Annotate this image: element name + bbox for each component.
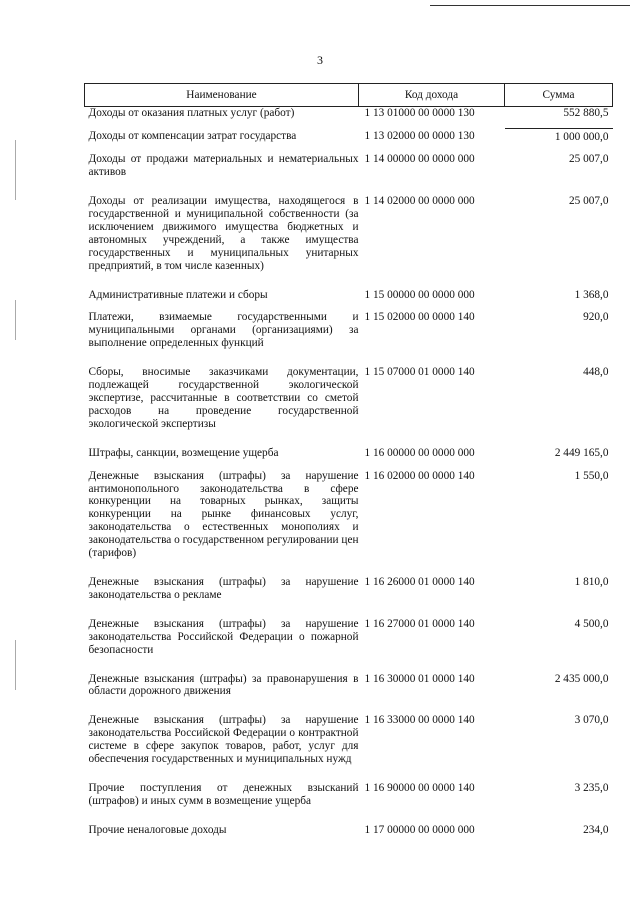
header-name: Наименование bbox=[85, 84, 359, 107]
row-name: Штрафы, санкции, возмещение ущерба bbox=[88, 446, 279, 459]
row-sum: 2 435 000,0 bbox=[554, 672, 609, 685]
row-code: 1 13 02000 00 0000 130 bbox=[364, 130, 475, 143]
row-name: Административные платежи и сборы bbox=[88, 288, 268, 301]
row-sum: 920,0 bbox=[583, 311, 609, 324]
scan-edge-mark bbox=[15, 300, 16, 340]
table-row bbox=[85, 309, 613, 364]
row-name: Денежные взыскания (штрафы) за правонарушения в области дорожного движения bbox=[88, 672, 359, 698]
table-row bbox=[85, 107, 613, 129]
table-header bbox=[85, 84, 613, 107]
row-name: Доходы от продажи материальных и нематериальных активов bbox=[88, 153, 359, 179]
table-row bbox=[85, 468, 613, 574]
row-sum: 1 810,0 bbox=[574, 575, 609, 588]
row-name: Доходы от оказания платных услуг (работ) bbox=[88, 107, 295, 119]
row-code: 1 16 02000 00 0000 140 bbox=[364, 469, 475, 482]
table-row bbox=[85, 780, 613, 822]
row-name: Платежи, взимаемые государственными и муниципальными органами (организациями) за выполнение определенных функций bbox=[88, 311, 359, 350]
row-sum: 25 007,0 bbox=[568, 195, 609, 208]
row-sum: 1 000 000,0 bbox=[554, 130, 609, 143]
row-code: 1 13 01000 00 0000 130 bbox=[364, 107, 475, 119]
row-name: Денежные взыскания (штрафы) за нарушение законодательства о рекламе bbox=[88, 575, 359, 601]
table-row bbox=[85, 671, 613, 713]
row-sum: 552 880,5 bbox=[505, 107, 613, 129]
row-sum: 4 500,0 bbox=[574, 617, 609, 630]
table-row bbox=[85, 445, 613, 468]
row-code: 1 16 33000 00 0000 140 bbox=[364, 714, 475, 727]
table-row bbox=[85, 822, 613, 851]
row-sum: 3 070,0 bbox=[574, 714, 609, 727]
row-name: Сборы, вносимые заказчиками документации, подлежащей государственной экологической экспертизе, рассчитанные в соответствии со сметой расходов на проведение государственной экологической экспертизы bbox=[88, 366, 359, 430]
top-rule bbox=[430, 5, 630, 6]
page-number: 3 bbox=[317, 53, 323, 67]
row-name: Прочие неналоговые доходы bbox=[88, 823, 227, 836]
table-row bbox=[85, 712, 613, 780]
table-row bbox=[85, 616, 613, 671]
revenue-table bbox=[84, 83, 613, 851]
row-code: 1 15 07000 01 0000 140 bbox=[364, 366, 475, 379]
table-row bbox=[85, 364, 613, 445]
header-sum: Сумма bbox=[505, 84, 613, 107]
row-sum: 2 449 165,0 bbox=[554, 446, 609, 459]
row-sum: 1 550,0 bbox=[574, 469, 609, 482]
row-sum: 25 007,0 bbox=[568, 153, 609, 166]
table-row bbox=[85, 128, 613, 151]
row-code: 1 15 02000 00 0000 140 bbox=[364, 311, 475, 324]
row-name: Прочие поступления от денежных взысканий (штрафов) и иных сумм в возмещение ущерба bbox=[88, 781, 359, 807]
table-row bbox=[85, 287, 613, 310]
row-code: 1 16 26000 01 0000 140 bbox=[364, 575, 475, 588]
row-code: 1 16 27000 01 0000 140 bbox=[364, 617, 475, 630]
row-code: 1 17 00000 00 0000 000 bbox=[364, 823, 475, 836]
row-code: 1 14 02000 00 0000 000 bbox=[364, 195, 475, 208]
row-sum: 234,0 bbox=[583, 823, 609, 836]
header-code: Код дохода bbox=[359, 84, 505, 107]
table-row bbox=[85, 574, 613, 616]
scan-edge-mark bbox=[15, 140, 16, 200]
row-sum: 3 235,0 bbox=[574, 781, 609, 794]
row-code: 1 15 00000 00 0000 000 bbox=[364, 288, 475, 301]
row-name: Доходы от реализации имущества, находящегося в государственной и муниципальной собственности (за исключением движимого имущества бюджетных и автономных учреждений, а также имущества государственных и муниципальных унитарных предприятий, в том числе казенных) bbox=[88, 195, 359, 272]
row-name: Доходы от компенсации затрат государства bbox=[88, 130, 297, 143]
table-row bbox=[85, 193, 613, 286]
row-name: Денежные взыскания (штрафы) за нарушение законодательства Российской Федерации о контрактной системе в сфере закупок товаров, работ, услуг для обеспечения государственных и муниципальных нужд bbox=[88, 714, 359, 766]
row-code: 1 16 30000 01 0000 140 bbox=[364, 672, 475, 685]
row-sum: 448,0 bbox=[583, 366, 609, 379]
table-row bbox=[85, 151, 613, 193]
row-sum: 1 368,0 bbox=[574, 288, 609, 301]
row-name: Денежные взыскания (штрафы) за нарушение антимонопольного законодательства в сфере конкуренции на товарных рынках, защиты конкуренции на рынке финансовых услуг, законодательства о естественных монополиях и законодательства о государственном регулировании цен (тарифов) bbox=[88, 469, 359, 560]
row-code: 1 16 00000 00 0000 000 bbox=[364, 446, 475, 459]
scan-edge-mark bbox=[15, 640, 16, 690]
row-code: 1 14 00000 00 0000 000 bbox=[364, 153, 475, 166]
table-body bbox=[85, 107, 613, 851]
row-code: 1 16 90000 00 0000 140 bbox=[364, 781, 475, 794]
row-name: Денежные взыскания (штрафы) за нарушение законодательства Российской Федерации о пожарной безопасности bbox=[88, 617, 359, 656]
